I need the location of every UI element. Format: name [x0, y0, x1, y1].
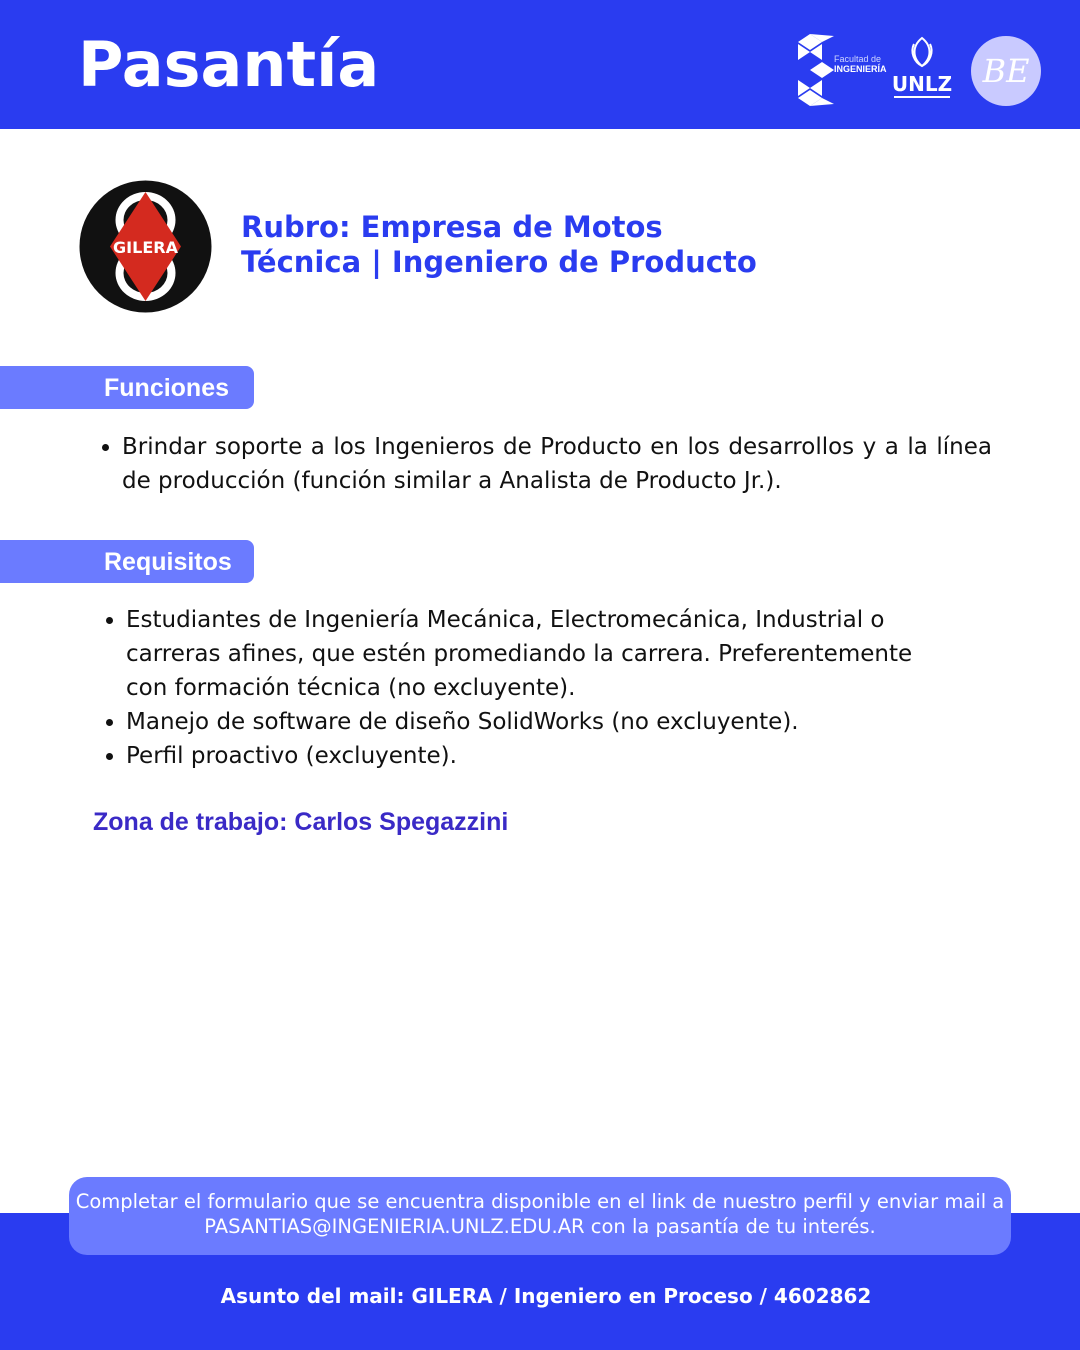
header-banner	[0, 0, 1080, 129]
gilera-logo-text: GILERA	[113, 238, 178, 257]
requisitos-tab	[0, 540, 254, 583]
requisitos-heading: Requisitos	[104, 548, 232, 576]
page-title: Pasantía	[78, 28, 380, 101]
unlz-logo-text: UNLZ	[891, 72, 953, 96]
funciones-heading: Funciones	[104, 374, 230, 402]
funciones-tab	[0, 366, 254, 409]
application-notice: Completar el formulario que se encuentra disponible en el link de nuestro perfil y enviar mail a PASANTIAS@INGENIERIA.UNLZ.EDU.AR con la pasantía de tu interés.	[69, 1177, 1011, 1255]
faculty-logo-line2: INGENIERÍA	[834, 64, 887, 74]
email-subject: Asunto del mail: GILERA / Ingeniero en Proceso / 4602862	[220, 1284, 872, 1308]
role-line: Técnica | Ingeniero de Producto	[241, 245, 757, 279]
list-item: • Manejo de software de diseño SolidWorks (no excluyente).	[126, 705, 956, 739]
list-item: • Brindar soporte a los Ingenieros de Producto en los desarrollos y a la línea de producción (función similar a Analista de Producto Jr.).	[122, 430, 992, 498]
rubro-line: Rubro: Empresa de Motos	[241, 210, 663, 244]
faculty-logo-line1: Facultad de	[834, 54, 882, 64]
list-item: • Perfil proactivo (excluyente).	[126, 739, 956, 773]
requisitos-list	[99, 603, 956, 773]
work-zone: Zona de trabajo: Carlos Spegazzini	[93, 808, 509, 836]
funciones-list	[95, 430, 992, 498]
job-heading	[241, 210, 757, 280]
gilera-logo-icon	[79, 180, 212, 313]
list-item: • Estudiantes de Ingeniería Mecánica, Electromecánica, Industrial o carreras afines, que estén promediando la carrera. Preferentemente con formación técnica (no excluyente).	[126, 603, 956, 705]
be-badge: BE	[971, 36, 1041, 106]
